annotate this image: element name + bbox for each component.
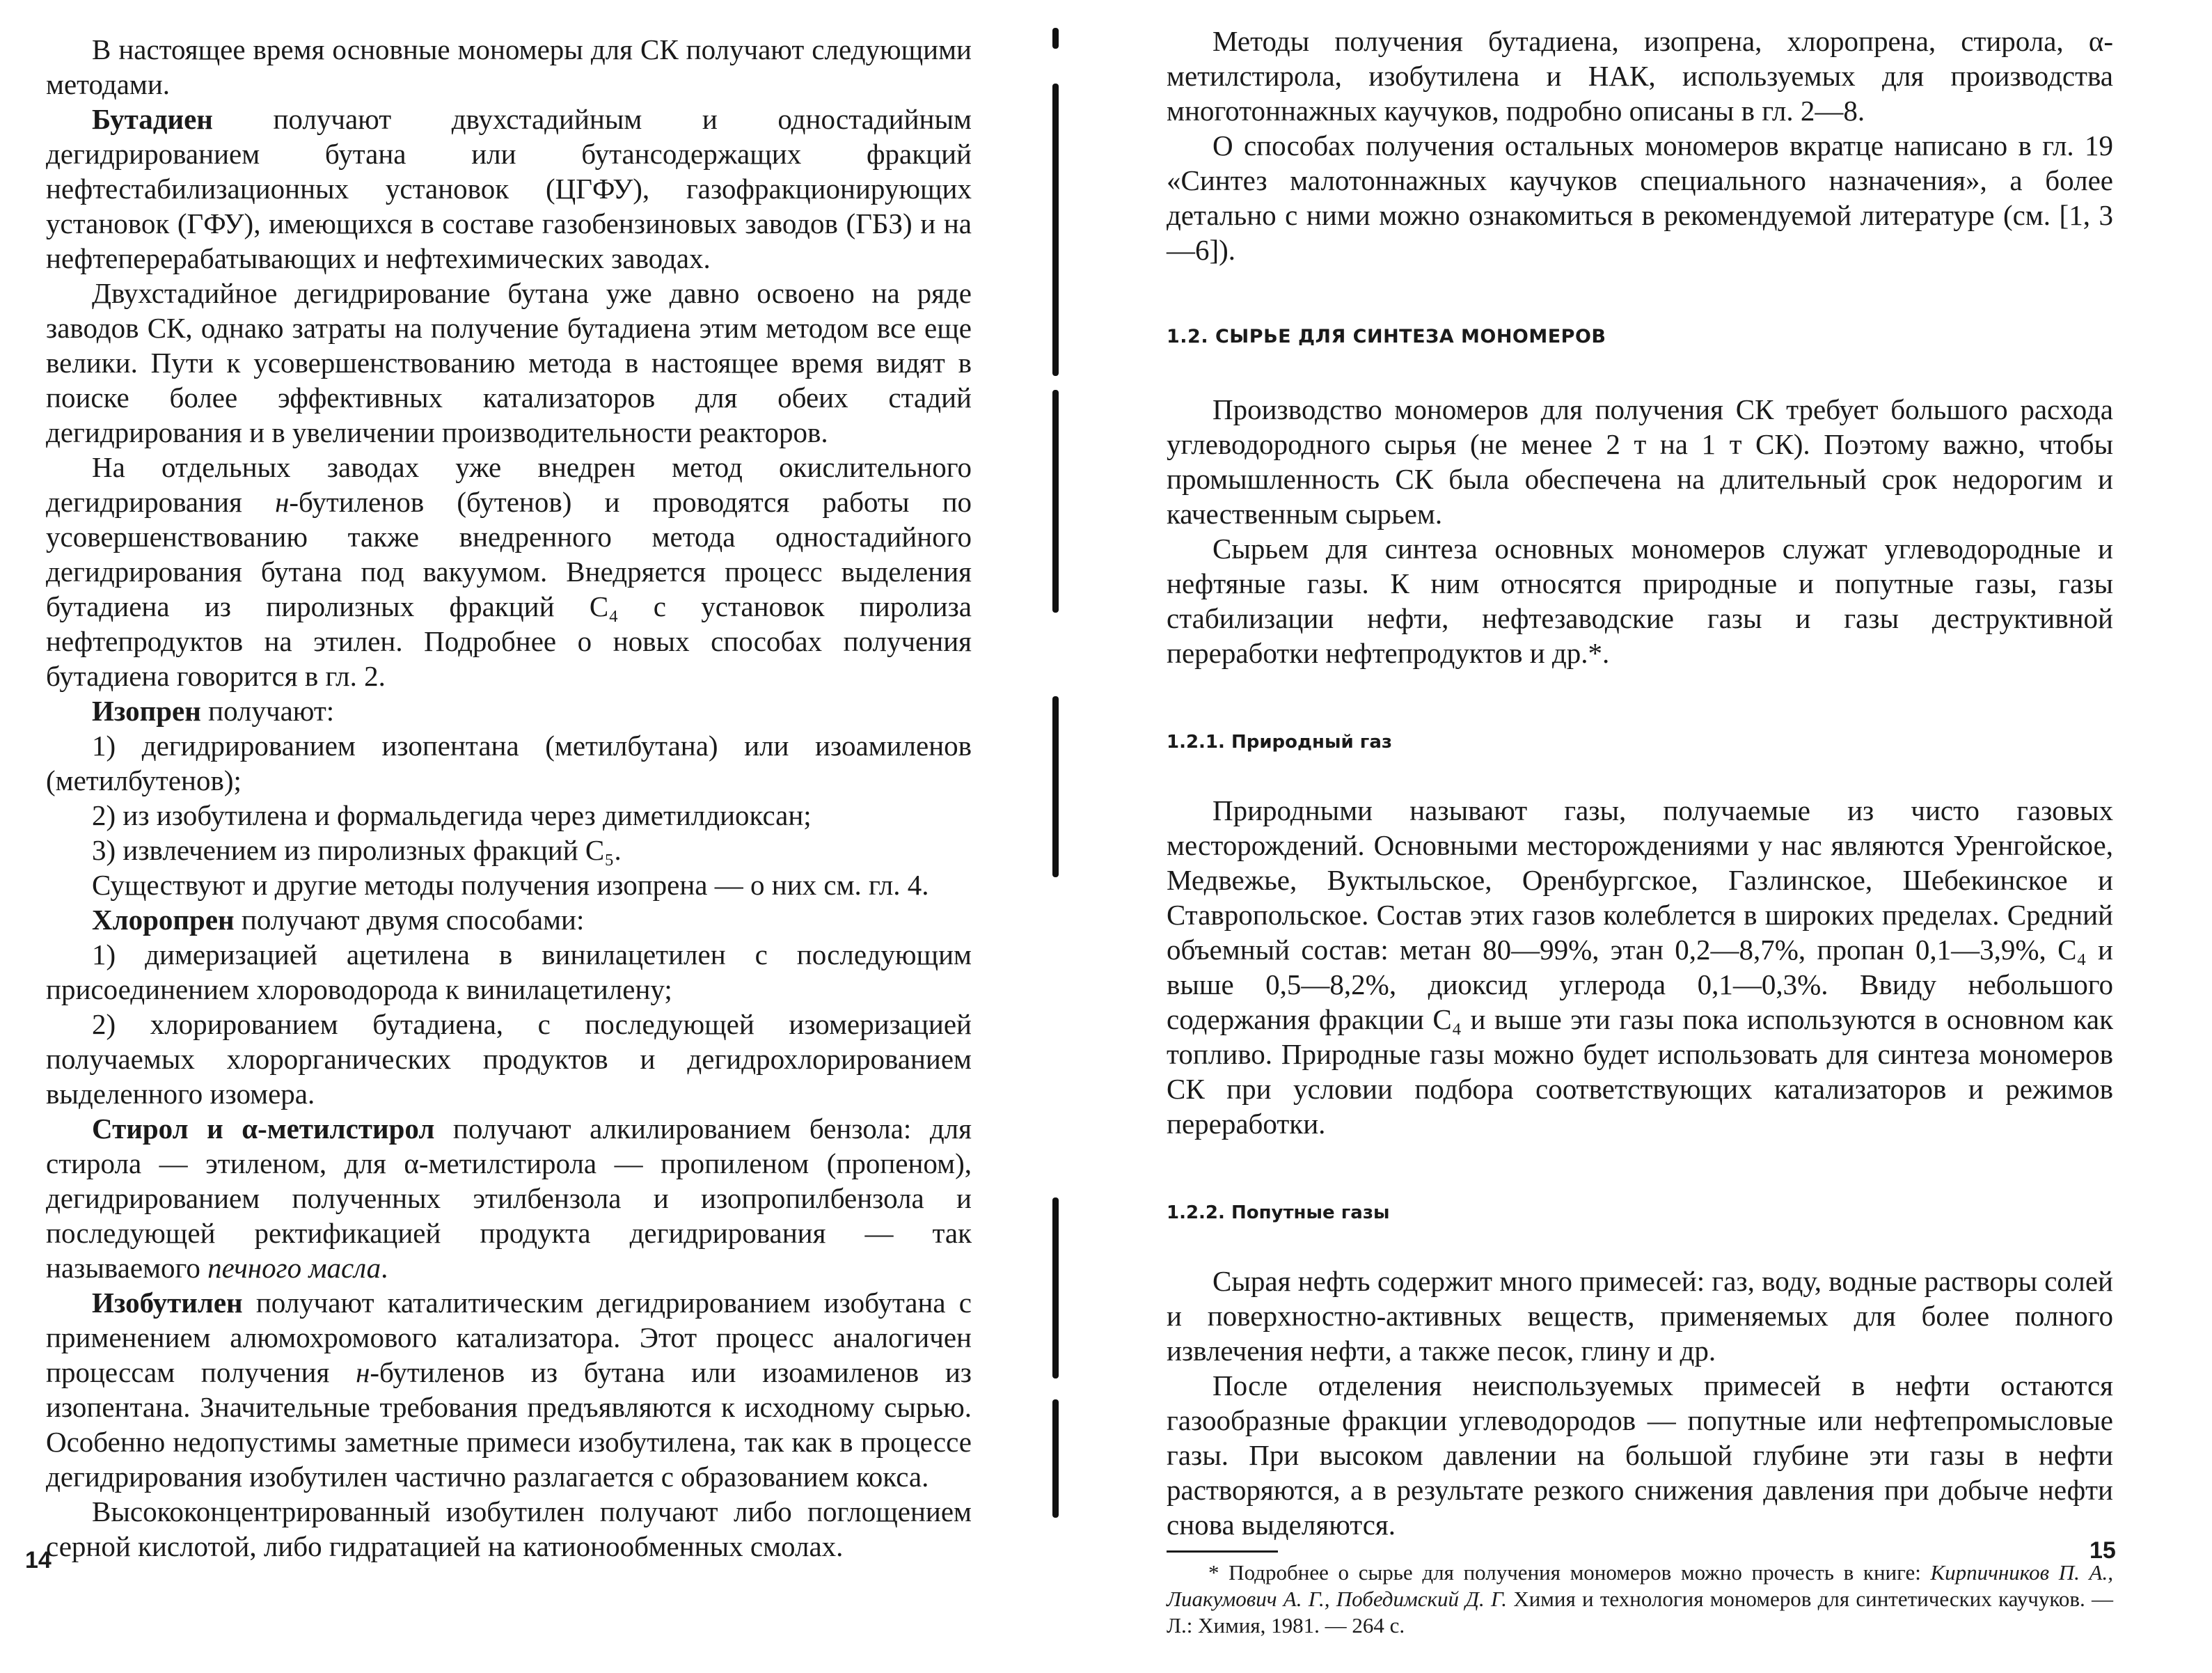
footnote-divider bbox=[1167, 1550, 1278, 1553]
term-butadiene: Бутадиен bbox=[92, 103, 213, 135]
left-text-column bbox=[46, 32, 972, 1564]
paragraph-text: На отдельных заводах уже внедрен метод окислительного дегидрирования bbox=[46, 451, 972, 518]
paragraph-text: получают двухстадийным и одностадийным дегидрированием бутана или бутансодержащих фракций нефтестабилизационных установок (ЦГФУ), газофракционирующих установок (ГФУ), имеющихся в составе газобензиновых заводов (ГБЗ) и на нефтеперерабатывающих и нефтехимических заводах. bbox=[46, 103, 972, 274]
list-item: 2) из изобутилена и формальдегида через диметилдиоксан; bbox=[92, 799, 812, 831]
list-item: 1) димеризацией ацетилена в винилацетилен с последующим присоединением хлороводорода к винилацетилену; bbox=[46, 938, 972, 1005]
section-heading: 1.2. СЫРЬЕ ДЛЯ СИНТЕЗА МОНОМЕРОВ bbox=[1167, 326, 1606, 347]
left-page bbox=[0, 0, 1065, 1673]
paragraph-text: получают алкилированием бензола: для стирола — этиленом, для α-метилстирола — пропиленом (пропеном), дегидрированием полученных этилбензола и изопропилбензола и последующей ректификацией продукта дегидрирования — так называемого bbox=[46, 1113, 972, 1284]
term-chloroprene: Хлоропрен bbox=[92, 904, 235, 936]
paragraph-text: получают: bbox=[200, 695, 335, 727]
footnote-authors: Кирпичников П. А., Лиакумович А. Г., Победимский Д. Г. bbox=[1167, 1560, 2113, 1611]
right-text-column bbox=[1167, 24, 2113, 1639]
paragraph-styrene bbox=[46, 1111, 972, 1285]
footnote bbox=[1167, 1560, 2113, 1639]
paragraph-butadiene bbox=[46, 102, 972, 276]
paragraph: Методы получения бутадиена, изопрена, хлоропрена, стирола, α-метилстирола, изобутилена и НАК, используемых для производства многотоннажных каучуков, подробно описаны в гл. 2—8. bbox=[1167, 25, 2113, 127]
term-isobutylene: Изобутилен bbox=[92, 1287, 243, 1319]
right-page bbox=[1065, 0, 2212, 1673]
paragraph-text: -бутиленов (бутенов) и проводятся работы по усовершенствованию также внедренного метода одностадийного дегидрирования бутана под вакуумом. Внедряется процесс выделения бутадиена из пиролизных фракций C₄ с установок пиролиза нефтепродуктов на этилен. Подробнее о новых способах получения бутадиена говорится в гл. 2. bbox=[46, 486, 972, 692]
paragraph-isoprene bbox=[46, 693, 972, 728]
paragraph: Сырая нефть содержит много примесей: газ, воду, водные растворы солей и поверхностно-активных веществ, применяемых для более полного извлечения нефти, а также песок, глину и др. bbox=[1167, 1265, 2113, 1367]
paragraph-text: получают двумя способами: bbox=[234, 904, 585, 936]
paragraph: Высококонцентрированный изобутилен получают либо поглощением серной кислотой, либо гидратацией на катионообменных смолах. bbox=[46, 1495, 972, 1562]
term-isoprene: Изопрен bbox=[92, 695, 201, 727]
paragraph: Сырьем для синтеза основных мономеров служат углеводородные и нефтяные газы. К ним относятся природные и попутные газы, газы стабилизации нефти, нефтезаводские газы и газы деструктивной переработки нефтепродуктов и др.*. bbox=[1167, 533, 2113, 669]
paragraph-text: получают каталитическим дегидрированием изобутана с применением алюмохромового катализатора. Этот процесс аналогичен процессам получения bbox=[46, 1287, 972, 1388]
paragraph: Природными называют газы, получаемые из чисто газовых месторождений. Основными месторождениями у нас являются Уренгойское, Медвежье, Вуктыльское, Оренбургское, Газлинское, Шебекинское и Ставропольское. Состав этих газов колеблется в широких пределах. Средний объемный состав: метан 80—99%, этан 0,2—8,7%, пропан 0,1—3,9%, C₄ и выше 0,5—8,2%, диоксид углерода 0,1—0,3%. Ввиду небольшого содержания фракции C₄ и выше эти газы пока используются в основном как топливо. Природные газы можно будет использовать для синтеза мономеров СК при условии подбора соответствующих катализаторов и режимов переработки. bbox=[1167, 794, 2113, 1140]
paragraph: Производство мономеров для получения СК требует большого расхода углеводородного сырья (не менее 2 т на 1 т СК). Поэтому важно, чтобы промышленность СК была обеспечена на длительный срок недорогим и качественным сырьем. bbox=[1167, 393, 2113, 530]
paragraph: Существуют и другие методы получения изопрена — о них см. гл. 4. bbox=[92, 869, 929, 901]
paragraph-chloroprene bbox=[46, 902, 972, 937]
subsection-heading-associated-gas: 1.2.2. Попутные газы bbox=[1167, 1202, 1390, 1223]
footnote-text: * Подробнее о сырье для получения мономеров можно прочесть в книге: bbox=[1208, 1560, 1931, 1585]
subsection-heading-natural-gas: 1.2.1. Природный газ bbox=[1167, 732, 1392, 753]
paragraph: В настоящее время основные мономеры для СК получают следующими методами. bbox=[46, 33, 972, 100]
page-number: 14 bbox=[25, 1547, 52, 1573]
paragraph: Двухстадийное дегидрирование бутана уже давно освоено на ряде заводов СК, однако затраты на получение бутадиена этим методом все еще велики. Пути к усовершенствованию метода в настоящее время видят в поиске более эффективных катализаторов для обеих стадий дегидрирования и в увеличении производительности реакторов. bbox=[46, 277, 972, 448]
list-item: 1) дегидрированием изопентана (метилбутана) или изоамиленов (метилбутенов); bbox=[46, 730, 972, 796]
paragraph: О способах получения остальных мономеров вкратце написано в гл. 19 «Синтез малотоннажных каучуков специального назначения», а более детально с ними можно ознакомиться в рекомендуемой литературе (см. [1, 3—6]). bbox=[1167, 129, 2113, 266]
paragraph-isobutylene bbox=[46, 1285, 972, 1494]
italic-letter: н bbox=[356, 1356, 370, 1388]
italic-letter: н bbox=[275, 486, 290, 518]
paragraph-text: -бутиленов из бутана или изоамиленов из изопентана. Значительные требования предъявляются к исходному сырью. Особенно недопустимы заметные примеси изобутилена, так как в процессе дегидрирования изобутилен частично разлагается с образованием кокса. bbox=[46, 1356, 972, 1493]
paragraph: После отделения неиспользуемых примесей в нефти остаются газообразные фракции углеводородов — попутные или нефтепромысловые газы. При высоком давлении на большой глубине эти газы в нефти растворяются, а в результате резкого снижения давления при добыче нефти снова выделяются. bbox=[1167, 1369, 2113, 1541]
paragraph bbox=[46, 450, 972, 693]
italic-term: печного масла bbox=[207, 1252, 381, 1284]
term-styrene: Стирол и α-метилстирол bbox=[92, 1113, 435, 1145]
list-item: 2) хлорированием бутадиена, с последующей изомеризацией получаемых хлорорганических продуктов и дегидрохлорированием выделенного изомера. bbox=[46, 1008, 972, 1110]
footnote-text: Химия и технология мономеров для синтетических каучуков. — Л.: Химия, 1981. — 264 с. bbox=[1167, 1587, 2113, 1637]
book-gutter-shadow bbox=[1048, 0, 1062, 1673]
paragraph-text: . bbox=[381, 1252, 388, 1284]
list-item: 3) извлечением из пиролизных фракций C₅. bbox=[92, 834, 622, 866]
page-number: 15 bbox=[2089, 1537, 2116, 1564]
